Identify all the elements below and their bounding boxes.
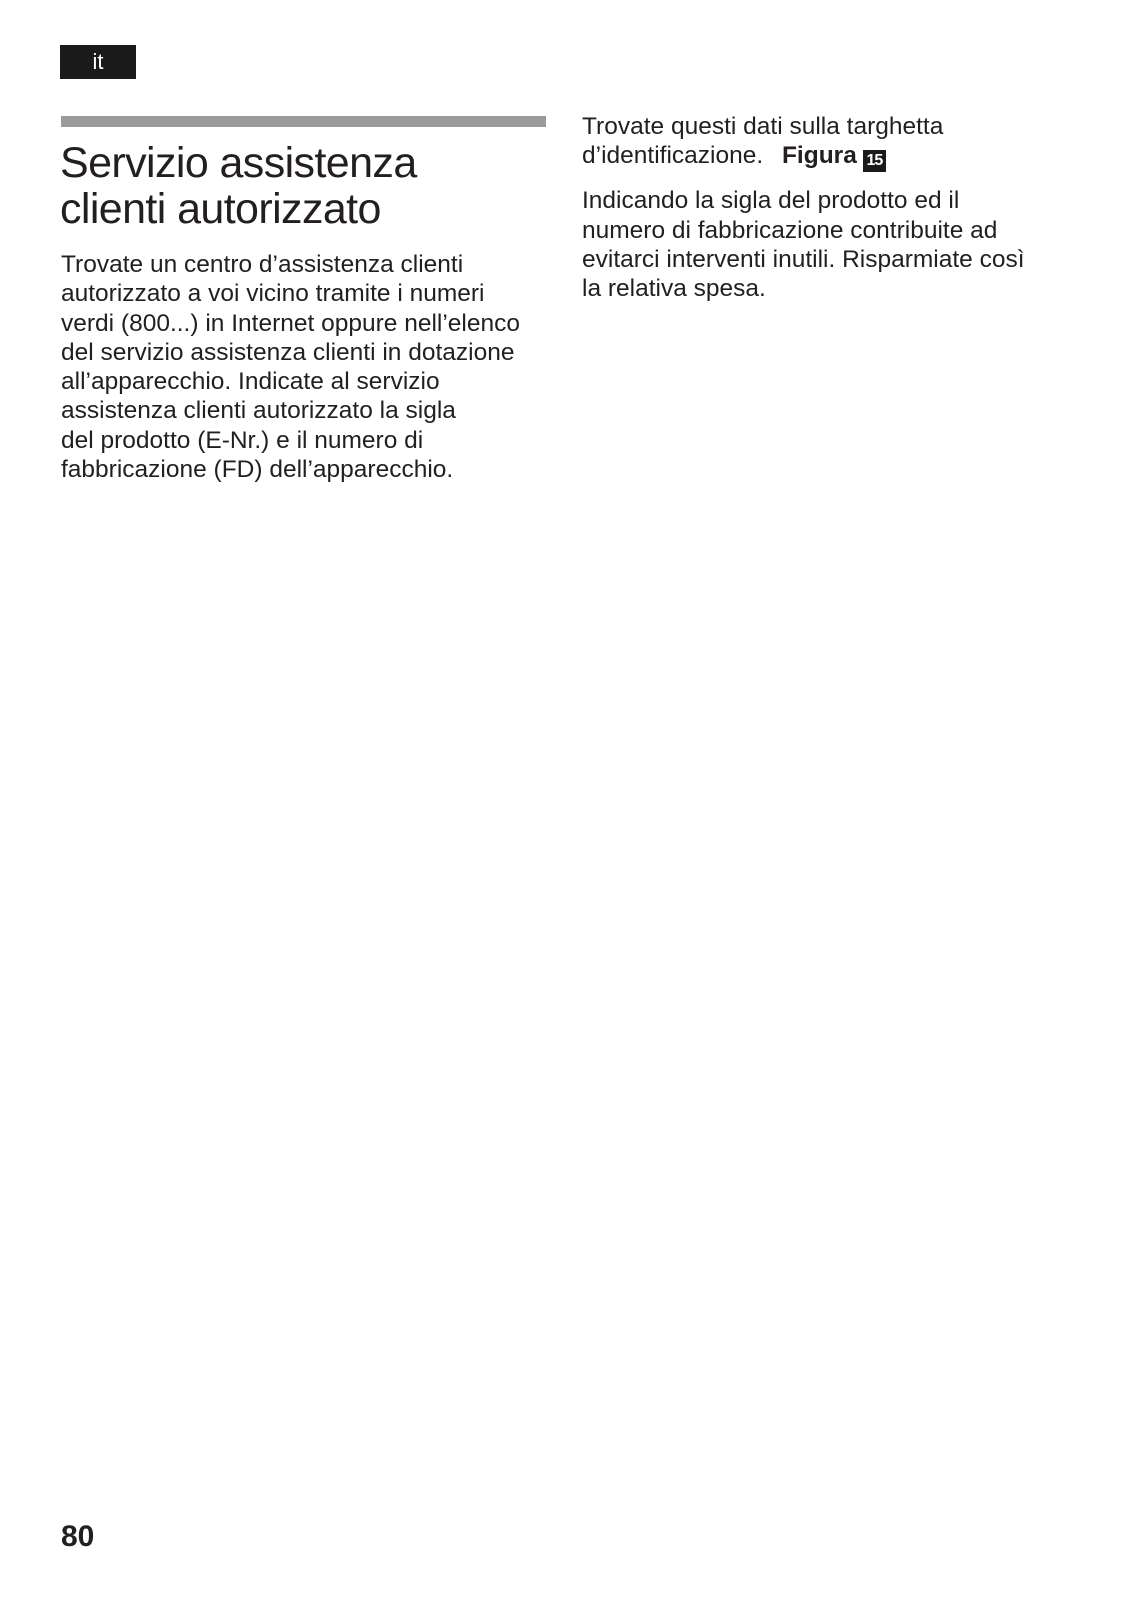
language-tab: it <box>60 45 136 79</box>
section-title-line: clienti autorizzato <box>60 185 381 233</box>
rating-plate-paragraph <box>582 112 1082 172</box>
figure-number-badge: 15 <box>863 150 886 172</box>
text-line <box>582 141 1082 172</box>
text-line: del servizio assistenza clienti in dotazione <box>61 338 515 366</box>
text-line: del prodotto (E-Nr.) e il numero di <box>61 426 424 454</box>
text-line: all’apparecchio. Indicate al servizio <box>61 368 440 396</box>
text-line: Trovate un centro d’assistenza clienti <box>61 251 464 278</box>
text-line: Indicando la sigla del prodotto ed il <box>582 187 960 215</box>
section-title <box>60 140 560 232</box>
left-column <box>61 250 561 484</box>
text-line: autorizzato a voi vicino tramite i numeri <box>61 280 485 308</box>
intro-paragraph <box>61 250 561 484</box>
right-column <box>582 112 1082 303</box>
savings-paragraph <box>582 186 1082 303</box>
page-number: 80 <box>61 1520 95 1553</box>
text-line: la relativa spesa. <box>582 275 766 303</box>
text-line: Trovate questi dati sulla targhetta <box>582 113 944 140</box>
text-fragment: d’identificazione. <box>582 142 764 170</box>
figure-reference: Figura <box>781 142 857 170</box>
text-line: verdi (800...) in Internet oppure nell’elenco <box>61 309 520 337</box>
text-line: numero di fabbricazione contribuite ad <box>582 216 998 244</box>
section-title-line: Servizio assistenza <box>60 139 417 187</box>
section-divider <box>61 116 546 127</box>
text-line: evitarci interventi inutili. Risparmiate così <box>582 245 1025 273</box>
text-line: assistenza clienti autorizzato la sigla <box>61 397 456 425</box>
text-line: fabbricazione (FD) dell’apparecchio. <box>61 456 454 484</box>
